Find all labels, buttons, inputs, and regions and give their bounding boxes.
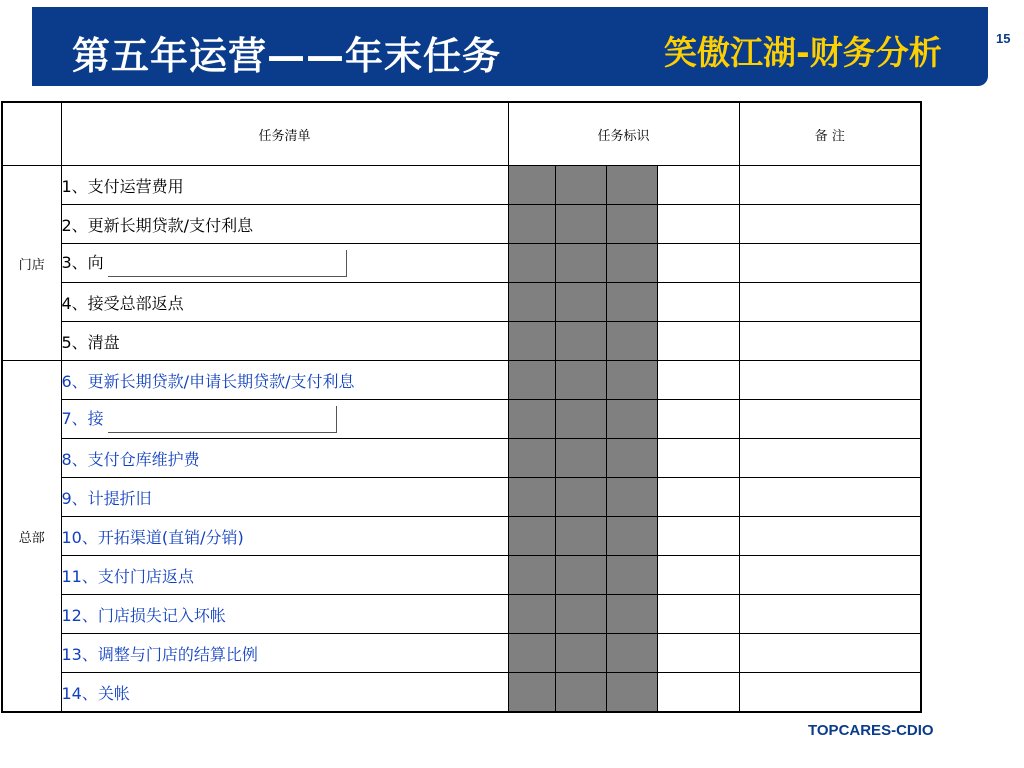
notes-cell[interactable] — [739, 322, 921, 361]
group-label-hq: 总部 — [2, 361, 61, 713]
mark-cell[interactable] — [555, 556, 606, 595]
mark-cell[interactable] — [555, 673, 606, 713]
table-row — [2, 595, 921, 634]
mark-cell[interactable] — [657, 478, 739, 517]
task-item: 6、更新长期贷款/申请长期贷款/支付利息 — [61, 361, 508, 400]
table-row — [2, 166, 921, 205]
mark-cell[interactable] — [657, 673, 739, 713]
notes-cell[interactable] — [739, 244, 921, 283]
task-item: 5、清盘 — [61, 322, 508, 361]
mark-cell[interactable] — [555, 205, 606, 244]
table-row — [2, 283, 921, 322]
mark-cell[interactable] — [606, 400, 657, 439]
mark-cell[interactable] — [606, 322, 657, 361]
group-header-cell — [2, 102, 61, 166]
task-item-with-box — [61, 244, 508, 283]
table-row — [2, 205, 921, 244]
table-row — [2, 244, 921, 283]
notes-cell[interactable] — [739, 283, 921, 322]
mark-cell[interactable] — [606, 205, 657, 244]
mark-cell[interactable] — [657, 634, 739, 673]
mark-cell[interactable] — [555, 283, 606, 322]
table-row — [2, 556, 921, 595]
mark-cell[interactable] — [508, 322, 555, 361]
mark-cell[interactable] — [606, 595, 657, 634]
mark-cell[interactable] — [555, 166, 606, 205]
notes-cell[interactable] — [739, 595, 921, 634]
mark-cell[interactable] — [555, 439, 606, 478]
mark-cell[interactable] — [657, 283, 739, 322]
mark-cell[interactable] — [508, 556, 555, 595]
mark-cell[interactable] — [657, 439, 739, 478]
mark-cell[interactable] — [657, 205, 739, 244]
table-row — [2, 400, 921, 439]
task-text-box[interactable] — [108, 406, 337, 433]
mark-cell[interactable] — [555, 400, 606, 439]
notes-cell[interactable] — [739, 439, 921, 478]
mark-cell[interactable] — [657, 166, 739, 205]
slide-title: 第五年运营——年末任务 — [72, 34, 502, 78]
mark-cell[interactable] — [555, 322, 606, 361]
table-row — [2, 478, 921, 517]
notes-cell[interactable] — [739, 673, 921, 713]
mark-cell[interactable] — [657, 517, 739, 556]
mark-cell[interactable] — [657, 400, 739, 439]
mark-cell[interactable] — [657, 322, 739, 361]
task-item: 11、支付门店返点 — [61, 556, 508, 595]
mark-cell[interactable] — [508, 400, 555, 439]
footer-brand: TOPCARES-CDIO — [808, 722, 934, 739]
notes-cell[interactable] — [739, 166, 921, 205]
table-row — [2, 361, 921, 400]
notes-cell[interactable] — [739, 205, 921, 244]
mark-cell[interactable] — [508, 361, 555, 400]
task-item-with-box — [61, 400, 508, 439]
mark-cell[interactable] — [606, 166, 657, 205]
mark-cell[interactable] — [606, 634, 657, 673]
notes-cell[interactable] — [739, 517, 921, 556]
notes-cell[interactable] — [739, 478, 921, 517]
mark-cell[interactable] — [657, 595, 739, 634]
mark-cell[interactable] — [606, 439, 657, 478]
column-header-task-list: 任务清单 — [61, 102, 508, 166]
task-item: 8、支付仓库维护费 — [61, 439, 508, 478]
table-row — [2, 322, 921, 361]
mark-cell[interactable] — [555, 634, 606, 673]
table-row — [2, 673, 921, 713]
task-item: 4、接受总部返点 — [61, 283, 508, 322]
mark-cell[interactable] — [606, 361, 657, 400]
task-item: 14、关帐 — [61, 673, 508, 713]
table-row — [2, 439, 921, 478]
title-banner — [32, 7, 988, 86]
mark-cell[interactable] — [508, 595, 555, 634]
mark-cell[interactable] — [657, 244, 739, 283]
mark-cell[interactable] — [508, 166, 555, 205]
table-row — [2, 634, 921, 673]
task-item: 1、支付运营费用 — [61, 166, 508, 205]
mark-cell[interactable] — [606, 556, 657, 595]
column-header-task-mark: 任务标识 — [508, 102, 739, 166]
mark-cell[interactable] — [508, 634, 555, 673]
mark-cell[interactable] — [657, 361, 739, 400]
notes-cell[interactable] — [739, 556, 921, 595]
task-item: 9、计提折旧 — [61, 478, 508, 517]
column-header-notes: 备 注 — [739, 102, 921, 166]
mark-cell[interactable] — [606, 478, 657, 517]
mark-cell[interactable] — [555, 517, 606, 556]
mark-cell[interactable] — [508, 478, 555, 517]
table-header-row — [2, 102, 921, 166]
mark-cell[interactable] — [606, 673, 657, 713]
mark-cell[interactable] — [606, 283, 657, 322]
mark-cell[interactable] — [508, 439, 555, 478]
mark-cell[interactable] — [555, 595, 606, 634]
mark-cell[interactable] — [508, 244, 555, 283]
mark-cell[interactable] — [657, 556, 739, 595]
mark-cell[interactable] — [508, 283, 555, 322]
task-item: 10、开拓渠道(直销/分销) — [61, 517, 508, 556]
group-label-store: 门店 — [2, 166, 61, 361]
task-text-box[interactable] — [108, 250, 347, 277]
task-table — [1, 101, 922, 713]
task-item: 13、调整与门店的结算比例 — [61, 634, 508, 673]
notes-cell[interactable] — [739, 400, 921, 439]
page-number: 15 — [996, 31, 1011, 46]
task-item: 12、门店损失记入坏帐 — [61, 595, 508, 634]
mark-cell[interactable] — [606, 517, 657, 556]
mark-cell[interactable] — [555, 478, 606, 517]
notes-cell[interactable] — [739, 634, 921, 673]
mark-cell[interactable] — [508, 673, 555, 713]
mark-cell[interactable] — [606, 244, 657, 283]
task-item-text: 7、接 — [61, 408, 104, 428]
mark-cell[interactable] — [555, 244, 606, 283]
task-item: 2、更新长期贷款/支付利息 — [61, 205, 508, 244]
notes-cell[interactable] — [739, 361, 921, 400]
mark-cell[interactable] — [508, 205, 555, 244]
task-item-text: 3、向 — [61, 252, 104, 272]
table-row — [2, 517, 921, 556]
slide-subtitle: 笑傲江湖-财务分析 — [664, 33, 942, 72]
mark-cell[interactable] — [555, 361, 606, 400]
mark-cell[interactable] — [508, 517, 555, 556]
